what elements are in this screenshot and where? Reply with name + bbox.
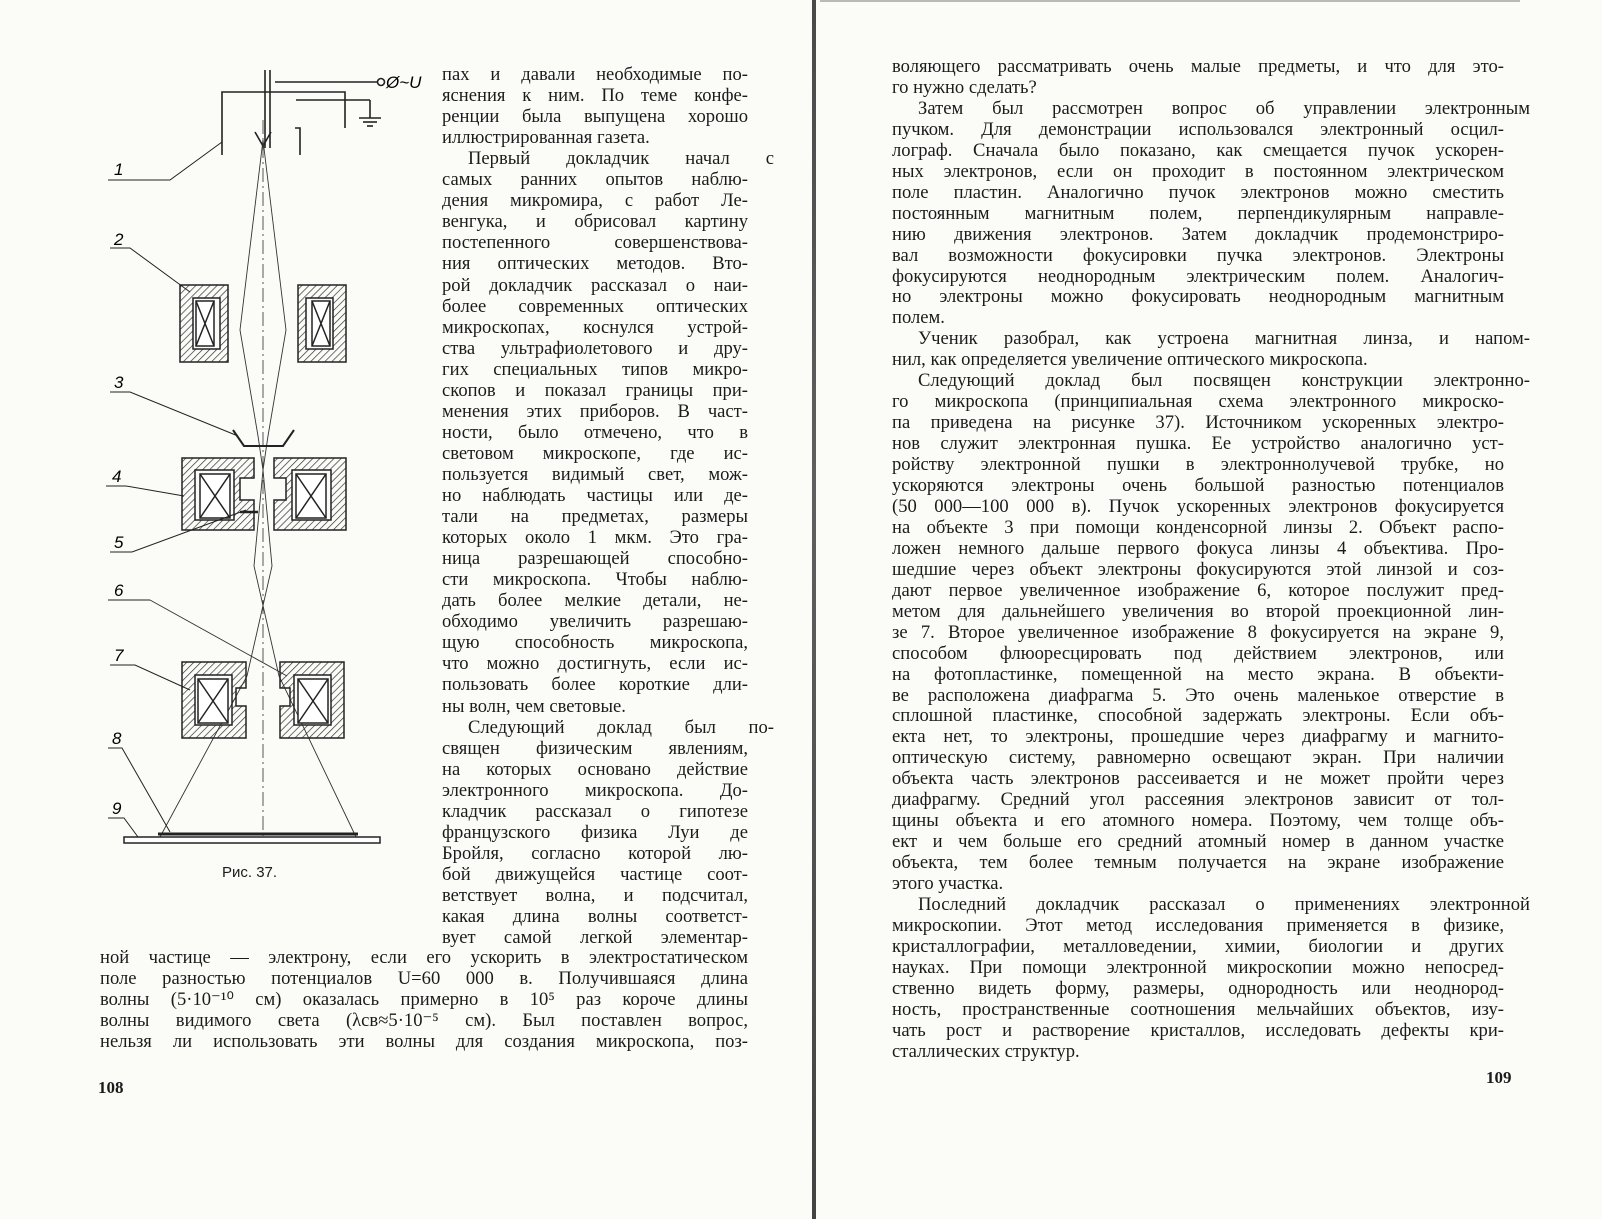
figure-caption: Рис. 37. <box>222 864 278 881</box>
text-line: волны видимого света (λсв≈5·10⁻⁵ см). Был поставлен вопрос, <box>100 1010 748 1032</box>
text-line: ускоряются электроны очень большой разностью потенциалов <box>892 475 1504 496</box>
page-top-edge <box>820 0 1520 2</box>
text-line: полем. <box>892 307 945 329</box>
supply-voltage-label: Ø~U <box>386 73 422 92</box>
text-line: ность, пространственные соотношения мельчайших объектов, изу- <box>892 998 1504 1020</box>
text-line: ных электронов, если он проходит в постоянном электрическом <box>892 160 1504 182</box>
text-line: Следующий доклад был посвящен конструкции электронно- <box>918 370 1530 392</box>
text-line: кристаллографии, металловедении, химии, биологии и других <box>892 935 1504 957</box>
part-label-3: 3 <box>114 373 124 392</box>
text-line: ница разрешающей способно- <box>442 548 748 570</box>
text-line: постепенного совершенствова- <box>442 232 748 254</box>
part-label-2: 2 <box>114 230 124 249</box>
text-line: Первый докладчик начал с <box>468 148 774 170</box>
text-line: Следующий доклад был по- <box>468 716 774 738</box>
fluorescent-screen <box>124 837 380 843</box>
text-line: бой движущейся частице соот- <box>442 863 748 885</box>
text-line: ства ультрафиолетового и дру- <box>442 337 748 359</box>
text-line: (50 000—100 000 в). Пучок ускоренных электронов фокусируется <box>892 495 1504 517</box>
electron-gun <box>222 70 385 155</box>
text-line: кладчик рассказал о гипотезе <box>442 800 748 822</box>
text-line: ния оптических методов. Вто- <box>442 253 748 275</box>
text-line: ветствует волна, и подсчитал, <box>442 884 748 906</box>
text-line: яснения к ним. По теме конфе- <box>442 85 748 107</box>
text-line: микроскопах, коснулся устрой- <box>442 316 748 338</box>
text-line: рой докладчик рассказал о наи- <box>442 274 748 296</box>
text-line: воляющего рассматривать очень малые предметы, и что для это- <box>892 56 1504 77</box>
text-line: но электроны можно фокусировать неоднородным магнитным <box>892 286 1504 308</box>
text-line: дают первое увеличенное изображение 6, которое послужит пред- <box>892 579 1504 601</box>
text-line: на фотопластинке, помещенной на место экрана. В объекти- <box>892 663 1504 685</box>
text-line: нов служит электронная пушка. Ее устройство аналогично уст- <box>892 433 1504 455</box>
text-line: ны волн, чем световые. <box>442 695 626 717</box>
part-label-7: 7 <box>114 646 124 665</box>
text-line: вал возможности фокусировки пучка электронов. Электроны <box>892 244 1504 266</box>
text-line: электронного микроскопа. До- <box>442 779 748 801</box>
text-line: нельзя ли использовать эти волны для создания микроскопа, поз- <box>100 1031 748 1053</box>
text-line: объекта, тем более темным получается на экране изображение <box>892 852 1504 874</box>
text-line: поле пластин. Аналогично пучок электронов можно сместить <box>892 181 1504 203</box>
text-line: ект и чем больше его средний атомный номер в данном участке <box>892 831 1504 853</box>
text-line: тали на предметах, размеры <box>442 506 748 528</box>
text-line: которых около 1 мкм. Это гра- <box>442 527 748 549</box>
objective-lens <box>182 458 346 530</box>
text-line: какая длина волны соответст- <box>442 906 748 927</box>
text-line: го нужно сделать? <box>892 76 1037 98</box>
text-line: диафрагму. Средний угол рассеяния электронов зависит от тол- <box>892 789 1504 811</box>
text-line: иллюстрированная газета. <box>442 127 650 149</box>
text-line: щины объекта и его атомного номера. Поэтому, чем толще объ- <box>892 810 1504 832</box>
part-label-9: 9 <box>112 799 122 818</box>
text-line: лограф. Сначала было показано, как смещается пучок ускорен- <box>892 139 1504 161</box>
text-line: ренции была выпущена хорошо <box>442 106 748 128</box>
right-page-number: 109 <box>1486 1068 1512 1087</box>
text-line: более современных оптических <box>442 295 748 317</box>
text-line: пучком. Для демонстрации использовался электронный осцил- <box>892 118 1504 140</box>
text-line: щую способность микроскопа, <box>442 632 748 654</box>
text-line: микроскопии. Этот метод исследования применяется в физике, <box>892 914 1504 936</box>
text-line: на которых основано действие <box>442 758 748 780</box>
text-line: екта нет, то электроны, прошедшие через диафрагму и магнито- <box>892 726 1504 748</box>
text-line: метом для дальнейшего увеличения во второй проекционной лин- <box>892 600 1504 622</box>
text-line: менения этих приборов. В част- <box>442 400 748 422</box>
text-line: па приведена на рисунке 37). Источником ускоренных электро- <box>892 412 1504 434</box>
text-line: самых ранних опытов наблю- <box>442 169 748 191</box>
left-page-number: 108 <box>98 1078 124 1097</box>
text-line: французского физика Луи де <box>442 821 748 843</box>
text-line: пах и давали необходимые по- <box>442 64 748 85</box>
book-gutter <box>812 0 816 1219</box>
text-line: ности, было отмечено, что в <box>442 421 748 443</box>
text-line: шедшие через объект электроны фокусируются этой линзой и соз- <box>892 558 1504 580</box>
text-line: сплошной пластинке, способной задержать электроны. Если объ- <box>892 705 1504 727</box>
text-line: способом флюоресцировать под действием электронов, или <box>892 642 1504 664</box>
text-line: вует самой легкой элементар- <box>442 927 748 949</box>
text-line: волны (5·10⁻¹⁰ см) оказалась примерно в 10⁵ раз короче длины <box>100 989 748 1011</box>
text-line: зе 7. Второе увеличенное изображение 8 фокусируется на экране 9, <box>892 621 1504 643</box>
text-line: объекта часть электронов рассеивается и не может пройти через <box>892 768 1504 790</box>
part-label-4: 4 <box>112 467 122 486</box>
text-line: сти микроскопа. Чтобы наблю- <box>442 569 748 591</box>
text-line: науках. При помощи электронной микроскопии можно непосред- <box>892 956 1504 978</box>
text-line: сталлических структур. <box>892 1040 1080 1062</box>
part-label-8: 8 <box>112 729 122 748</box>
text-line: дения микромира, с работ Ле- <box>442 190 748 212</box>
text-line: дать более мелкие детали, не- <box>442 590 748 612</box>
text-line: оптическую систему, равномерно освещают экран. При наличии <box>892 747 1504 769</box>
part-label-1: 1 <box>114 160 124 179</box>
text-line: поле разностью потенциалов U=60 000 в. Получившаяся длина <box>100 968 748 990</box>
text-line: ройству электронной пушки в электроннолучевой трубке, но <box>892 454 1504 476</box>
text-line: венгука, и обрисовал картину <box>442 211 748 233</box>
text-line: Бройля, согласно которой лю- <box>442 842 748 864</box>
text-line: Ученик разобрал, как устроена магнитная линза, и напом- <box>918 328 1530 350</box>
text-line: световом микроскопе, где ис- <box>442 442 748 464</box>
text-line: нию движения электронов. Затем докладчик продемонстриро- <box>892 223 1504 245</box>
text-line: ве расположена диафрагма 5. Это очень маленькое отверстие в <box>892 684 1504 706</box>
text-line: ной частице — электрону, если его ускорить в электростатическом <box>100 947 748 968</box>
text-line: фокусируются неоднородным электрическим полем. Аналогич- <box>892 265 1504 287</box>
text-line: Последний докладчик рассказал о применениях электронной <box>918 894 1530 915</box>
text-line: Затем был рассмотрен вопрос об управлении электронным <box>918 97 1530 119</box>
text-line: пользуется видимый свет, мож- <box>442 463 748 485</box>
text-line: но наблюдать частицы или де- <box>442 485 748 506</box>
text-line: на объекте 3 при помощи конденсорной линзы 2. Объект распо- <box>892 516 1504 538</box>
text-line: скопов и показал границы при- <box>442 379 748 401</box>
text-line: священ физическим явлениям, <box>442 737 748 759</box>
text-line: ственно видеть форму, размеры, однородность или неоднород- <box>892 977 1504 999</box>
part-label-6: 6 <box>114 581 124 600</box>
part-label-5: 5 <box>114 533 124 552</box>
text-line: ложен немного дальше первого фокуса линзы 4 объектива. Про- <box>892 537 1504 559</box>
text-line: постоянным магнитным полем, перпендикулярным направле- <box>892 202 1504 224</box>
text-line: обходимо увеличить разрешаю- <box>442 611 748 633</box>
text-line: гих специальных типов микро- <box>442 358 748 380</box>
text-line: этого участка. <box>892 873 1004 895</box>
text-line: что можно достигнуть, если ис- <box>442 653 748 675</box>
text-line: пользовать более короткие дли- <box>442 674 748 696</box>
text-line: чать рост и растворение кристаллов, исследовать дефекты кри- <box>892 1019 1504 1041</box>
text-line: нил, как определяется увеличение оптического микроскопа. <box>892 349 1368 371</box>
text-line: го микроскопа (принципиальная схема электронного микроско- <box>892 391 1504 413</box>
